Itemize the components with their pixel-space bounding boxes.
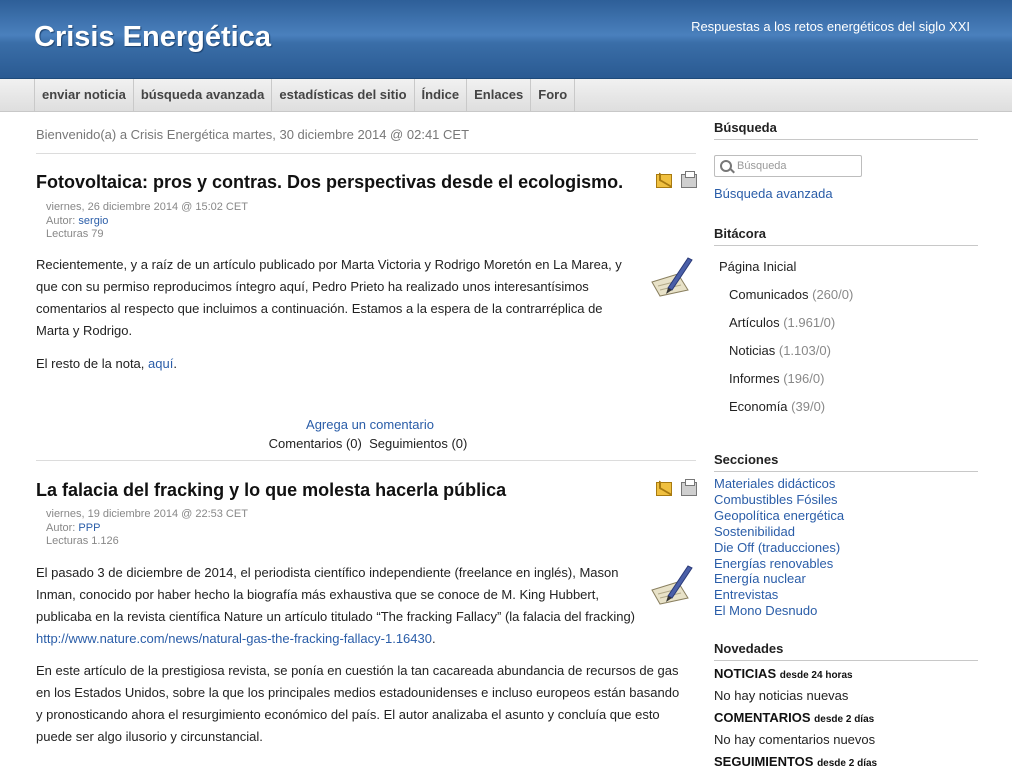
site-slogan: Respuestas a los retos energéticos del siglo XXI [691, 19, 970, 34]
story-date: viernes, 26 diciembre 2014 @ 15:02 CET [46, 201, 248, 213]
comments-since: desde 2 días [814, 714, 875, 725]
trackbacks-count[interactable]: Seguimientos (0) [369, 436, 468, 451]
email-story-icon[interactable] [656, 174, 672, 188]
advanced-search-link[interactable]: Búsqueda avanzada [714, 186, 833, 201]
quill-pen-icon[interactable] [648, 252, 694, 298]
story-author-line [46, 522, 248, 536]
print-story-icon[interactable] [681, 482, 697, 496]
section-link[interactable]: El Mono Desnudo [714, 603, 818, 619]
more-prefix: El resto de la nota, [36, 356, 149, 371]
print-story-icon[interactable] [681, 174, 697, 188]
quill-pen-icon[interactable] [648, 560, 694, 606]
section-link[interactable]: Materiales didácticos [714, 476, 836, 491]
read-more-link[interactable]: aquí [148, 356, 174, 371]
more-suffix: . [173, 356, 177, 371]
story-counts [0, 436, 736, 451]
story-date: viernes, 19 diciembre 2014 @ 22:53 CET [46, 508, 248, 520]
trackbacks-heading-label: SEGUIMIENTOS [714, 754, 814, 769]
news-heading-label: NOTICIAS [714, 666, 777, 681]
blog-topic-item[interactable] [729, 399, 825, 414]
link-suffix: . [431, 631, 436, 646]
nav-busqueda-avanzada[interactable]: búsqueda avanzada [133, 79, 272, 111]
topic-label[interactable]: Artículos [729, 315, 780, 330]
blog-topic-item[interactable] [729, 287, 853, 302]
blog-topic-item[interactable] [729, 371, 824, 386]
topic-label[interactable]: Informes [729, 371, 780, 386]
topic-label[interactable]: Noticias [729, 343, 776, 358]
divider [36, 460, 696, 461]
author-label: Autor: [46, 214, 76, 227]
topic-count: (196/0) [783, 371, 825, 386]
story-title[interactable]: La falacia del fracking y lo que molesta hacerla pública [36, 480, 507, 500]
trackbacks-since: desde 2 días [817, 758, 878, 769]
search-icon [720, 160, 732, 172]
story-tools [656, 482, 697, 496]
section-link[interactable]: Energías renovables [714, 555, 834, 571]
site-header [0, 0, 1012, 79]
whatsnew-comments-text: No hay comentarios nuevos [714, 732, 876, 747]
nav-estadisticas[interactable]: estadísticas del sitio [271, 79, 413, 111]
nav-foro[interactable]: Foro [530, 79, 575, 111]
story-intro: Recientemente, y a raíz de un artículo publicado por Marta Victoria y Rodrigo Moretón en La Marea, y que con su permiso reproducimos íntegro aquí, Pedro Prieto ha realizado unos interesantísimos comentarios al respecto que incluimos a continuación. Estamos a la espera de la contrarréplica de Marta y Rodrigo. [36, 257, 622, 338]
whatsnew-trackbacks-heading [714, 754, 877, 769]
topic-count: (39/0) [791, 399, 826, 414]
add-comment-link[interactable]: Agrega un comentario [306, 417, 434, 432]
story-tools [656, 174, 697, 188]
news-since: desde 24 horas [779, 670, 853, 681]
section-link[interactable]: Energía nuclear [714, 571, 806, 587]
story-intro-text: El pasado 3 de diciembre de 2014, el periodista científico independiente (freelance en inglés), Mason Inman, conocido por haber hecho la biografía más exhaustiva que se conoce de M. King Hubbert, publicaba en la revista científica Nature un artículo titulado “The fracking Fallacy” (la falacia del fracking) [36, 565, 636, 624]
story-author-line [46, 215, 248, 229]
section-link[interactable]: Die Off (traducciones) [714, 539, 841, 555]
search-input[interactable] [737, 157, 857, 175]
main-navigation [0, 79, 1012, 112]
nav-indice[interactable]: Índice [414, 79, 467, 111]
email-story-icon[interactable] [656, 482, 672, 496]
sections-list [714, 476, 844, 619]
topic-label[interactable]: Economía [729, 399, 788, 414]
section-link[interactable]: Geopolítica energética [714, 507, 845, 523]
nature-article-link[interactable]: http://www.nature.com/news/natural-gas-the-fracking-fallacy-1.16430 [36, 631, 432, 646]
comments-count[interactable]: Comentarios (0) [268, 436, 362, 451]
story-meta [46, 508, 248, 549]
sections-block-title: Secciones [714, 452, 978, 472]
story-reads: Lecturas 79 [46, 228, 104, 240]
section-link[interactable]: Sostenibilidad [714, 523, 795, 539]
site-title[interactable]: Crisis Energética [34, 21, 271, 53]
whatsnew-news-text: No hay noticias nuevas [714, 688, 849, 703]
story-title[interactable]: Fotovoltaica: pros y contras. Dos perspectivas desde el ecologismo. [36, 172, 624, 192]
search-box[interactable] [714, 155, 862, 177]
whatsnew-comments-heading [714, 710, 874, 725]
comments-heading-label: COMENTARIOS [714, 710, 811, 725]
nav-enviar-noticia[interactable]: enviar noticia [34, 79, 133, 111]
search-block-title: Búsqueda [714, 120, 978, 140]
blog-block-title: Bitácora [714, 226, 978, 246]
blog-topic-item[interactable] [729, 315, 835, 330]
section-link[interactable]: Combustibles Fósiles [714, 491, 838, 507]
author-label: Autor: [46, 521, 76, 534]
divider [36, 153, 696, 154]
story-author-link[interactable]: sergio [78, 214, 109, 227]
topic-count: (1.961/0) [783, 315, 836, 330]
welcome-message: Bienvenido(a) a Crisis Energética martes, 30 diciembre 2014 @ 02:41 CET [36, 127, 470, 142]
story-reads: Lecturas 1.126 [46, 535, 119, 547]
section-link[interactable]: Entrevistas [714, 587, 779, 603]
news-block-title: Novedades [714, 641, 978, 661]
topic-label[interactable]: Comunicados [729, 287, 809, 302]
blog-topic-item[interactable] [729, 343, 831, 358]
whatsnew-news-heading [714, 666, 853, 681]
story-body: En este artículo de la prestigiosa revista, se ponía en cuestión la tan cacareada abundancia de recursos de gas en los Estados Unidos, sobre la que los principales medios estadounidenses e incluso europeos están basando y pronosticando ahora el resurgimiento económico del país. El autor analizaba el asunto y concluía que esto puede ser algo ilusorio y circunstancial. [36, 663, 680, 744]
story-meta [46, 201, 248, 242]
blog-home-link[interactable]: Página Inicial [719, 259, 797, 274]
topic-count: (1.103/0) [778, 343, 831, 358]
nav-enlaces[interactable]: Enlaces [466, 79, 530, 111]
story-intro [36, 562, 636, 650]
story-more [36, 353, 636, 375]
story-author-link[interactable]: PPP [78, 521, 101, 534]
topic-count: (260/0) [812, 287, 854, 302]
